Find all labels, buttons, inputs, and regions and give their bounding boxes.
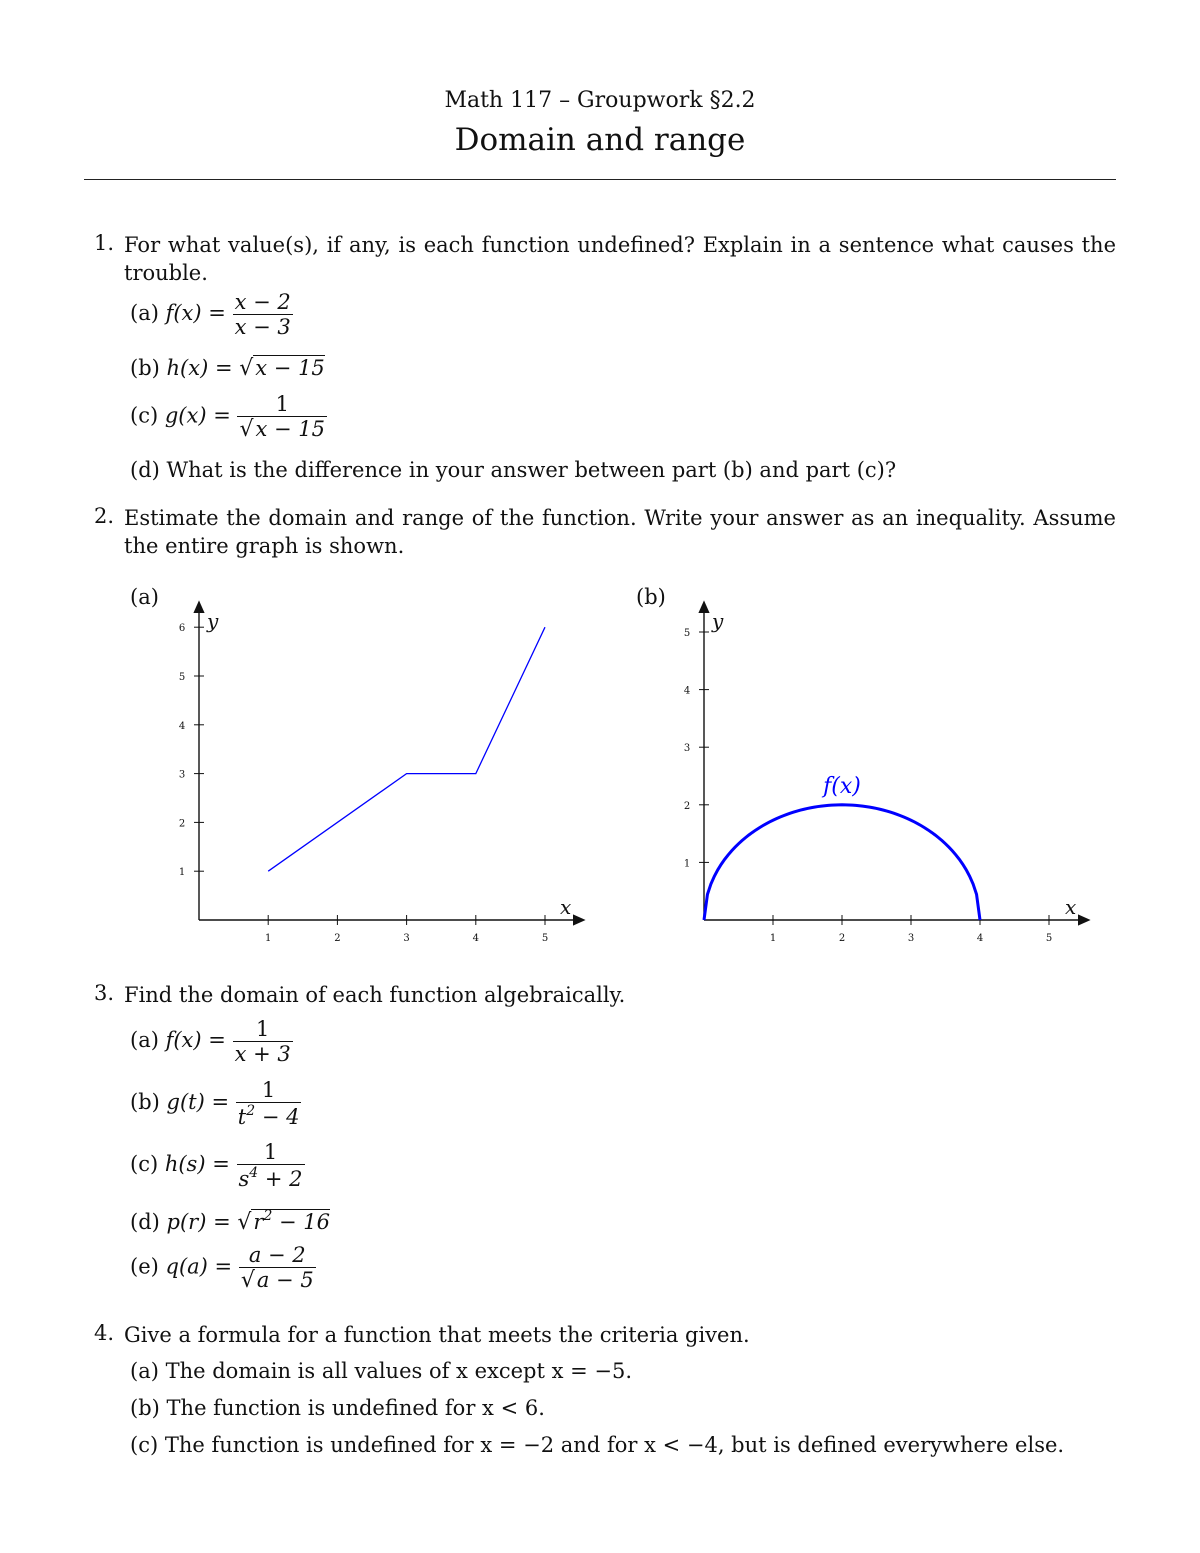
q3e-item [130, 1243, 316, 1293]
question-3-text: Find the domain of each function algebraically. [124, 983, 626, 1007]
q3e-radicand: a − 5 [256, 1268, 314, 1292]
x-tick-label: 5 [1045, 933, 1053, 944]
y-tick-label: 4 [178, 720, 186, 732]
q3a-item [130, 1017, 293, 1066]
q1b-radicand: x − 15 [255, 356, 325, 380]
page-title: Domain and range [454, 122, 746, 158]
q1a-label: (a) [130, 301, 159, 325]
q3b-item [130, 1078, 301, 1129]
y-tick-label: 5 [178, 672, 186, 683]
x-tick-label: 4 [976, 933, 984, 944]
x-tick-label: 1 [265, 933, 272, 944]
question-2-text: Estimate the domain and range of the function. Write your answer as an inequality. Assume the entire graph is shown. [124, 506, 1116, 558]
x-tick-label: 5 [541, 933, 549, 944]
question-4-number: 4. [93, 1321, 114, 1345]
y-tick-label: 3 [683, 743, 691, 755]
y-tick-label: 4 [683, 685, 691, 697]
q3d-label: (d) [130, 1210, 160, 1234]
question-1-number: 1. [93, 231, 114, 255]
question-3-number: 3. [93, 981, 114, 1005]
q3e-label: (e) [130, 1254, 159, 1279]
y-tick-label: 2 [178, 818, 186, 830]
q3a-lhs: f(x) = [165, 1028, 226, 1052]
q4c-text: The function is undefined for x = −2 and for x < −4, but is defined everywhere else. [164, 1433, 1065, 1457]
sqrt-symbol: √ [240, 1268, 255, 1293]
q3c-den-exponent: 4 [249, 1165, 259, 1181]
y-tick-label: 6 [178, 623, 186, 635]
q3e-lhs: q(a) = [165, 1254, 233, 1279]
y-tick-label: 5 [683, 628, 691, 639]
q3c-denominator [237, 1164, 305, 1191]
x-tick-label: 3 [403, 933, 410, 944]
function-line [268, 627, 545, 871]
q3b-den-rest: − 4 [255, 1105, 300, 1129]
q4b-label: (b) [130, 1396, 160, 1420]
q1a-denominator: x − 3 [234, 315, 291, 339]
y-axis-label: y [712, 609, 724, 633]
q3c-item [130, 1140, 305, 1191]
q3d-radicand [251, 1209, 330, 1234]
q1c-numerator: 1 [275, 392, 289, 416]
q3c-label: (c) [130, 1152, 159, 1176]
q1d-label: (d) [130, 458, 160, 482]
q3b-den-exponent: 2 [246, 1103, 256, 1119]
q3a-denominator: x + 3 [234, 1042, 291, 1066]
graph-a-label: (a) [130, 585, 159, 609]
q3b-label: (b) [130, 1090, 160, 1114]
q3c-fraction [237, 1140, 305, 1191]
q3d-rad-var: r [253, 1210, 264, 1234]
x-tick-label: 4 [472, 933, 479, 944]
q3b-denominator [236, 1102, 302, 1129]
series-label: f(x) [823, 773, 861, 799]
x-axis-label: x [560, 895, 572, 919]
y-tick-label: 2 [683, 800, 691, 812]
course-heading: Math 117 – Groupwork §2.2 [444, 88, 756, 113]
x-tick-label: 3 [907, 933, 915, 944]
graph-b [684, 606, 1085, 944]
q3c-den-var: s [238, 1167, 250, 1191]
q3e-numerator: a − 2 [248, 1243, 306, 1267]
q3c-lhs: h(s) = [164, 1152, 230, 1176]
q3e-denominator [239, 1267, 316, 1293]
x-tick-label: 1 [769, 933, 777, 944]
q3a-numerator: 1 [255, 1017, 270, 1041]
q1a-lhs: f(x) = [165, 301, 226, 325]
q1c-lhs: g(x) = [164, 403, 231, 428]
sqrt-symbol: √ [239, 417, 254, 442]
q3c-den-rest: + 2 [258, 1167, 303, 1191]
q1b-lhs: h(x) = [166, 356, 233, 380]
function-curve [704, 805, 980, 920]
graph-b-label: (b) [636, 585, 666, 609]
q4a-label: (a) [130, 1359, 159, 1383]
q3d-rad-exponent: 2 [263, 1208, 273, 1224]
x-tick-label: 2 [838, 933, 846, 944]
q1d-text: What is the difference in your answer between part (b) and part (c)? [166, 458, 897, 482]
q3d-lhs: p(r) = [166, 1210, 231, 1234]
q3b-numerator: 1 [261, 1078, 276, 1102]
y-tick-label: 1 [683, 858, 691, 870]
q4b-item [130, 1396, 545, 1420]
q1c-label: (c) [130, 403, 159, 428]
question-1-text: For what value(s), if any, is each function undefined? Explain in a sentence what causes the trouble. [124, 233, 1116, 285]
x-axis-label: x [1065, 895, 1077, 919]
q3b-fraction [236, 1078, 302, 1129]
q3a-label: (a) [130, 1028, 159, 1052]
q3e-fraction [239, 1243, 316, 1293]
q3c-numerator: 1 [263, 1140, 278, 1164]
q3d-rad-rest: − 16 [272, 1210, 331, 1234]
q1b-label: (b) [130, 356, 160, 380]
sqrt-symbol: √ [237, 1210, 252, 1235]
q3b-lhs: g(t) = [166, 1090, 230, 1114]
q4c-item [130, 1433, 1064, 1457]
q4b-text: The function is undefined for x < 6. [166, 1396, 545, 1420]
sqrt-symbol: √ [239, 356, 254, 381]
graph-a [179, 606, 580, 944]
q3a-fraction [233, 1017, 293, 1066]
x-tick-label: 2 [334, 933, 341, 944]
q4a-item [130, 1359, 632, 1383]
q1c-radicand: x − 15 [255, 417, 326, 441]
q4c-label: (c) [130, 1433, 159, 1457]
question-4-text: Give a formula for a function that meets the criteria given. [124, 1323, 750, 1347]
q3b-den-var: t [237, 1105, 247, 1129]
y-axis-label: y [207, 609, 219, 633]
y-tick-label: 3 [178, 769, 186, 781]
y-tick-label: 1 [178, 867, 186, 879]
q1a-numerator: x − 2 [234, 290, 291, 314]
q3d-item [130, 1208, 330, 1235]
q4a-text: The domain is all values of x except x = −5. [165, 1359, 633, 1383]
question-2-number: 2. [93, 504, 114, 528]
